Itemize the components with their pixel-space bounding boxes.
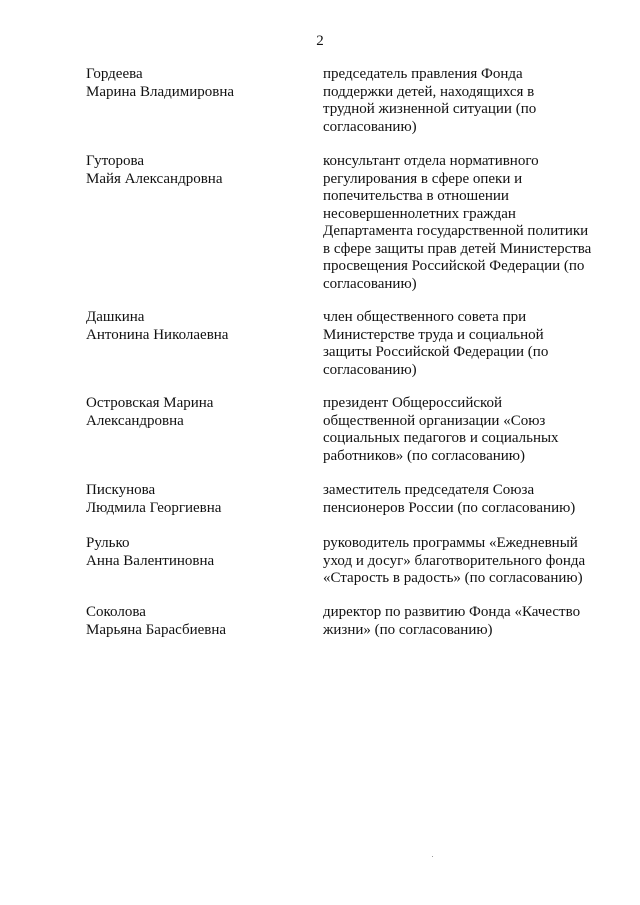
member-surname: Островская Марина (86, 395, 214, 411)
role-line: защиты Российской Федерации (по (323, 344, 549, 360)
member-given-names: Александровна (86, 412, 184, 429)
role-line: член общественного совета при (323, 309, 527, 325)
role-line: пенсионеров России (по согласованию) (323, 499, 576, 516)
role-line: председатель правления Фонда (323, 66, 523, 82)
member-surname: Рулько (86, 535, 130, 551)
member-name (86, 309, 296, 344)
member-role (323, 395, 613, 465)
role-line: президент Общероссийской (323, 395, 503, 411)
member-given-names: Марьяна Барасбиевна (86, 621, 227, 638)
role-line: уход и досуг» благотворительного фонда (323, 552, 586, 569)
member-name (86, 153, 296, 188)
role-line: жизни» (по согласованию) (323, 621, 493, 638)
member-role (323, 482, 613, 517)
member-name (86, 604, 296, 639)
member-name (86, 66, 296, 101)
member-name (86, 482, 296, 517)
role-line: трудной жизненной ситуации (по (323, 101, 537, 117)
role-line: регулирования в сфере опеки и (323, 170, 523, 187)
role-line: Департамента государственной политики (323, 223, 589, 239)
role-line: директор по развитию Фонда «Качество (323, 604, 581, 620)
member-surname: Гуторова (86, 153, 145, 169)
member-role (323, 309, 613, 379)
member-role (323, 604, 613, 639)
page-number: 2 (316, 33, 324, 49)
role-line: поддержки детей, находящихся в (323, 83, 535, 100)
role-line: в сфере защиты прав детей Министерства (323, 240, 592, 257)
scan-speck (432, 856, 433, 857)
member-name (86, 535, 296, 570)
role-line: заместитель председателя Союза (323, 482, 535, 498)
role-line: «Старость в радость» (по согласованию) (323, 570, 583, 586)
member-role (323, 153, 613, 293)
role-line: руководитель программы «Ежедневный (323, 535, 578, 551)
role-line: Министерстве труда и социальной (323, 326, 544, 343)
role-line: просвещения Российской Федерации (по (323, 258, 585, 274)
role-line: согласованию) (323, 361, 417, 378)
member-given-names: Марина Владимировна (86, 83, 235, 100)
role-line: несовершеннолетних граждан (323, 205, 516, 222)
role-line: попечительства в отношении (323, 188, 509, 204)
role-line: общественной организации «Союз (323, 412, 546, 429)
role-line: согласованию) (323, 118, 417, 135)
member-given-names: Анна Валентиновна (86, 552, 215, 569)
member-role (323, 66, 613, 136)
role-line: работников» (по согласованию) (323, 447, 525, 464)
member-surname: Пискунова (86, 482, 156, 498)
member-given-names: Людмила Георгиевна (86, 499, 222, 516)
member-given-names: Майя Александровна (86, 170, 223, 187)
member-name (86, 395, 296, 430)
member-given-names: Антонина Николаевна (86, 326, 229, 343)
member-surname: Дашкина (86, 309, 145, 325)
member-surname: Соколова (86, 604, 146, 620)
role-line: консультант отдела нормативного (323, 153, 539, 169)
role-line: социальных педагогов и социальных (323, 430, 559, 446)
role-line: согласованию) (323, 275, 417, 292)
member-surname: Гордеева (86, 66, 143, 82)
member-role (323, 535, 613, 588)
